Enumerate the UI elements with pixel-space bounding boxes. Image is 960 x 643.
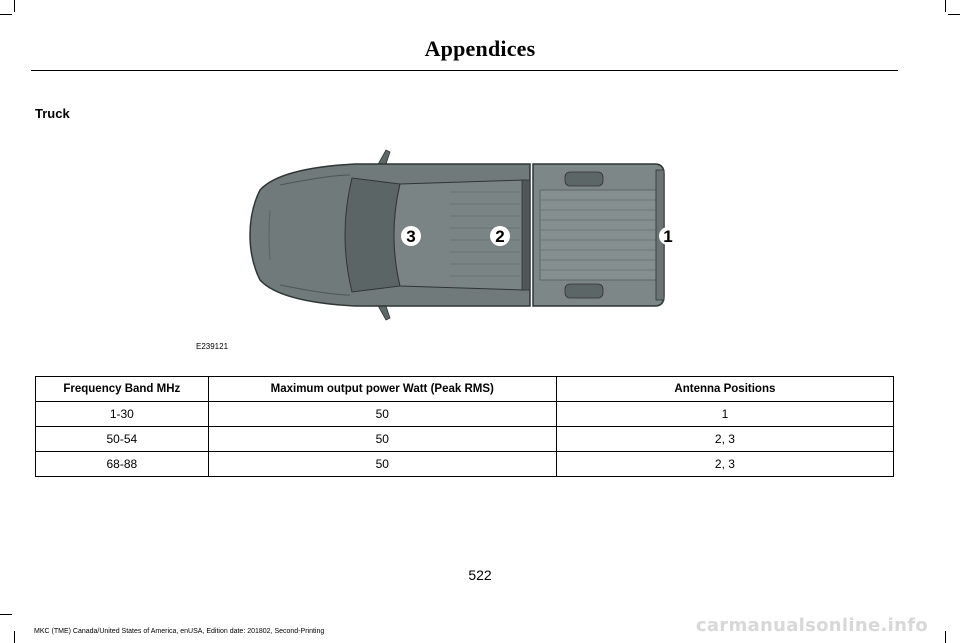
frequency-table xyxy=(35,376,894,477)
truck-windshield xyxy=(345,178,400,292)
callout-label: 2 xyxy=(495,227,505,246)
header-divider xyxy=(31,70,898,71)
table-cell: 50-54 xyxy=(36,427,209,452)
page-title: Appendices xyxy=(424,36,536,61)
truck-wheel-well xyxy=(565,284,603,298)
table-cell: 2, 3 xyxy=(556,452,893,477)
table-cell: 50 xyxy=(208,427,556,452)
footer-edition-text: MKC (TME) Canada/United States of America, enUSA, Edition date: 201802, Second-Printing xyxy=(34,628,325,635)
table-header-cell: Frequency Band MHz xyxy=(36,377,209,402)
truck-top-view-figure xyxy=(240,140,680,340)
crop-mark xyxy=(14,0,15,12)
watermark: carmanualsonline.info xyxy=(695,615,928,636)
table-header-cell: Maximum output power Watt (Peak RMS) xyxy=(208,377,556,402)
crop-mark xyxy=(945,631,946,643)
crop-mark xyxy=(945,0,946,12)
table-cell: 68-88 xyxy=(36,452,209,477)
crop-mark xyxy=(948,14,960,15)
table-cell: 50 xyxy=(208,452,556,477)
table-row xyxy=(36,427,894,452)
callout-label: 1 xyxy=(663,227,673,246)
figure-code: E239121 xyxy=(196,342,229,351)
table-cell: 1 xyxy=(556,402,893,427)
callout-label: 3 xyxy=(406,227,416,246)
truck-bed-floor xyxy=(540,190,656,280)
crop-mark xyxy=(14,631,15,643)
table-cell: 2, 3 xyxy=(556,427,893,452)
crop-mark xyxy=(0,14,12,15)
table-cell: 1-30 xyxy=(36,402,209,427)
callout-3 xyxy=(401,226,421,246)
page-number: 522 xyxy=(468,567,492,583)
section-heading: Truck xyxy=(35,106,70,121)
table-row xyxy=(36,402,894,427)
crop-mark xyxy=(0,614,12,615)
truck-wheel-well xyxy=(565,172,603,186)
callout-2 xyxy=(490,226,510,246)
table-header-cell: Antenna Positions xyxy=(556,377,893,402)
truck-rear-window xyxy=(522,180,530,290)
table-cell: 50 xyxy=(208,402,556,427)
table-row xyxy=(36,452,894,477)
table-header-row xyxy=(36,377,894,402)
